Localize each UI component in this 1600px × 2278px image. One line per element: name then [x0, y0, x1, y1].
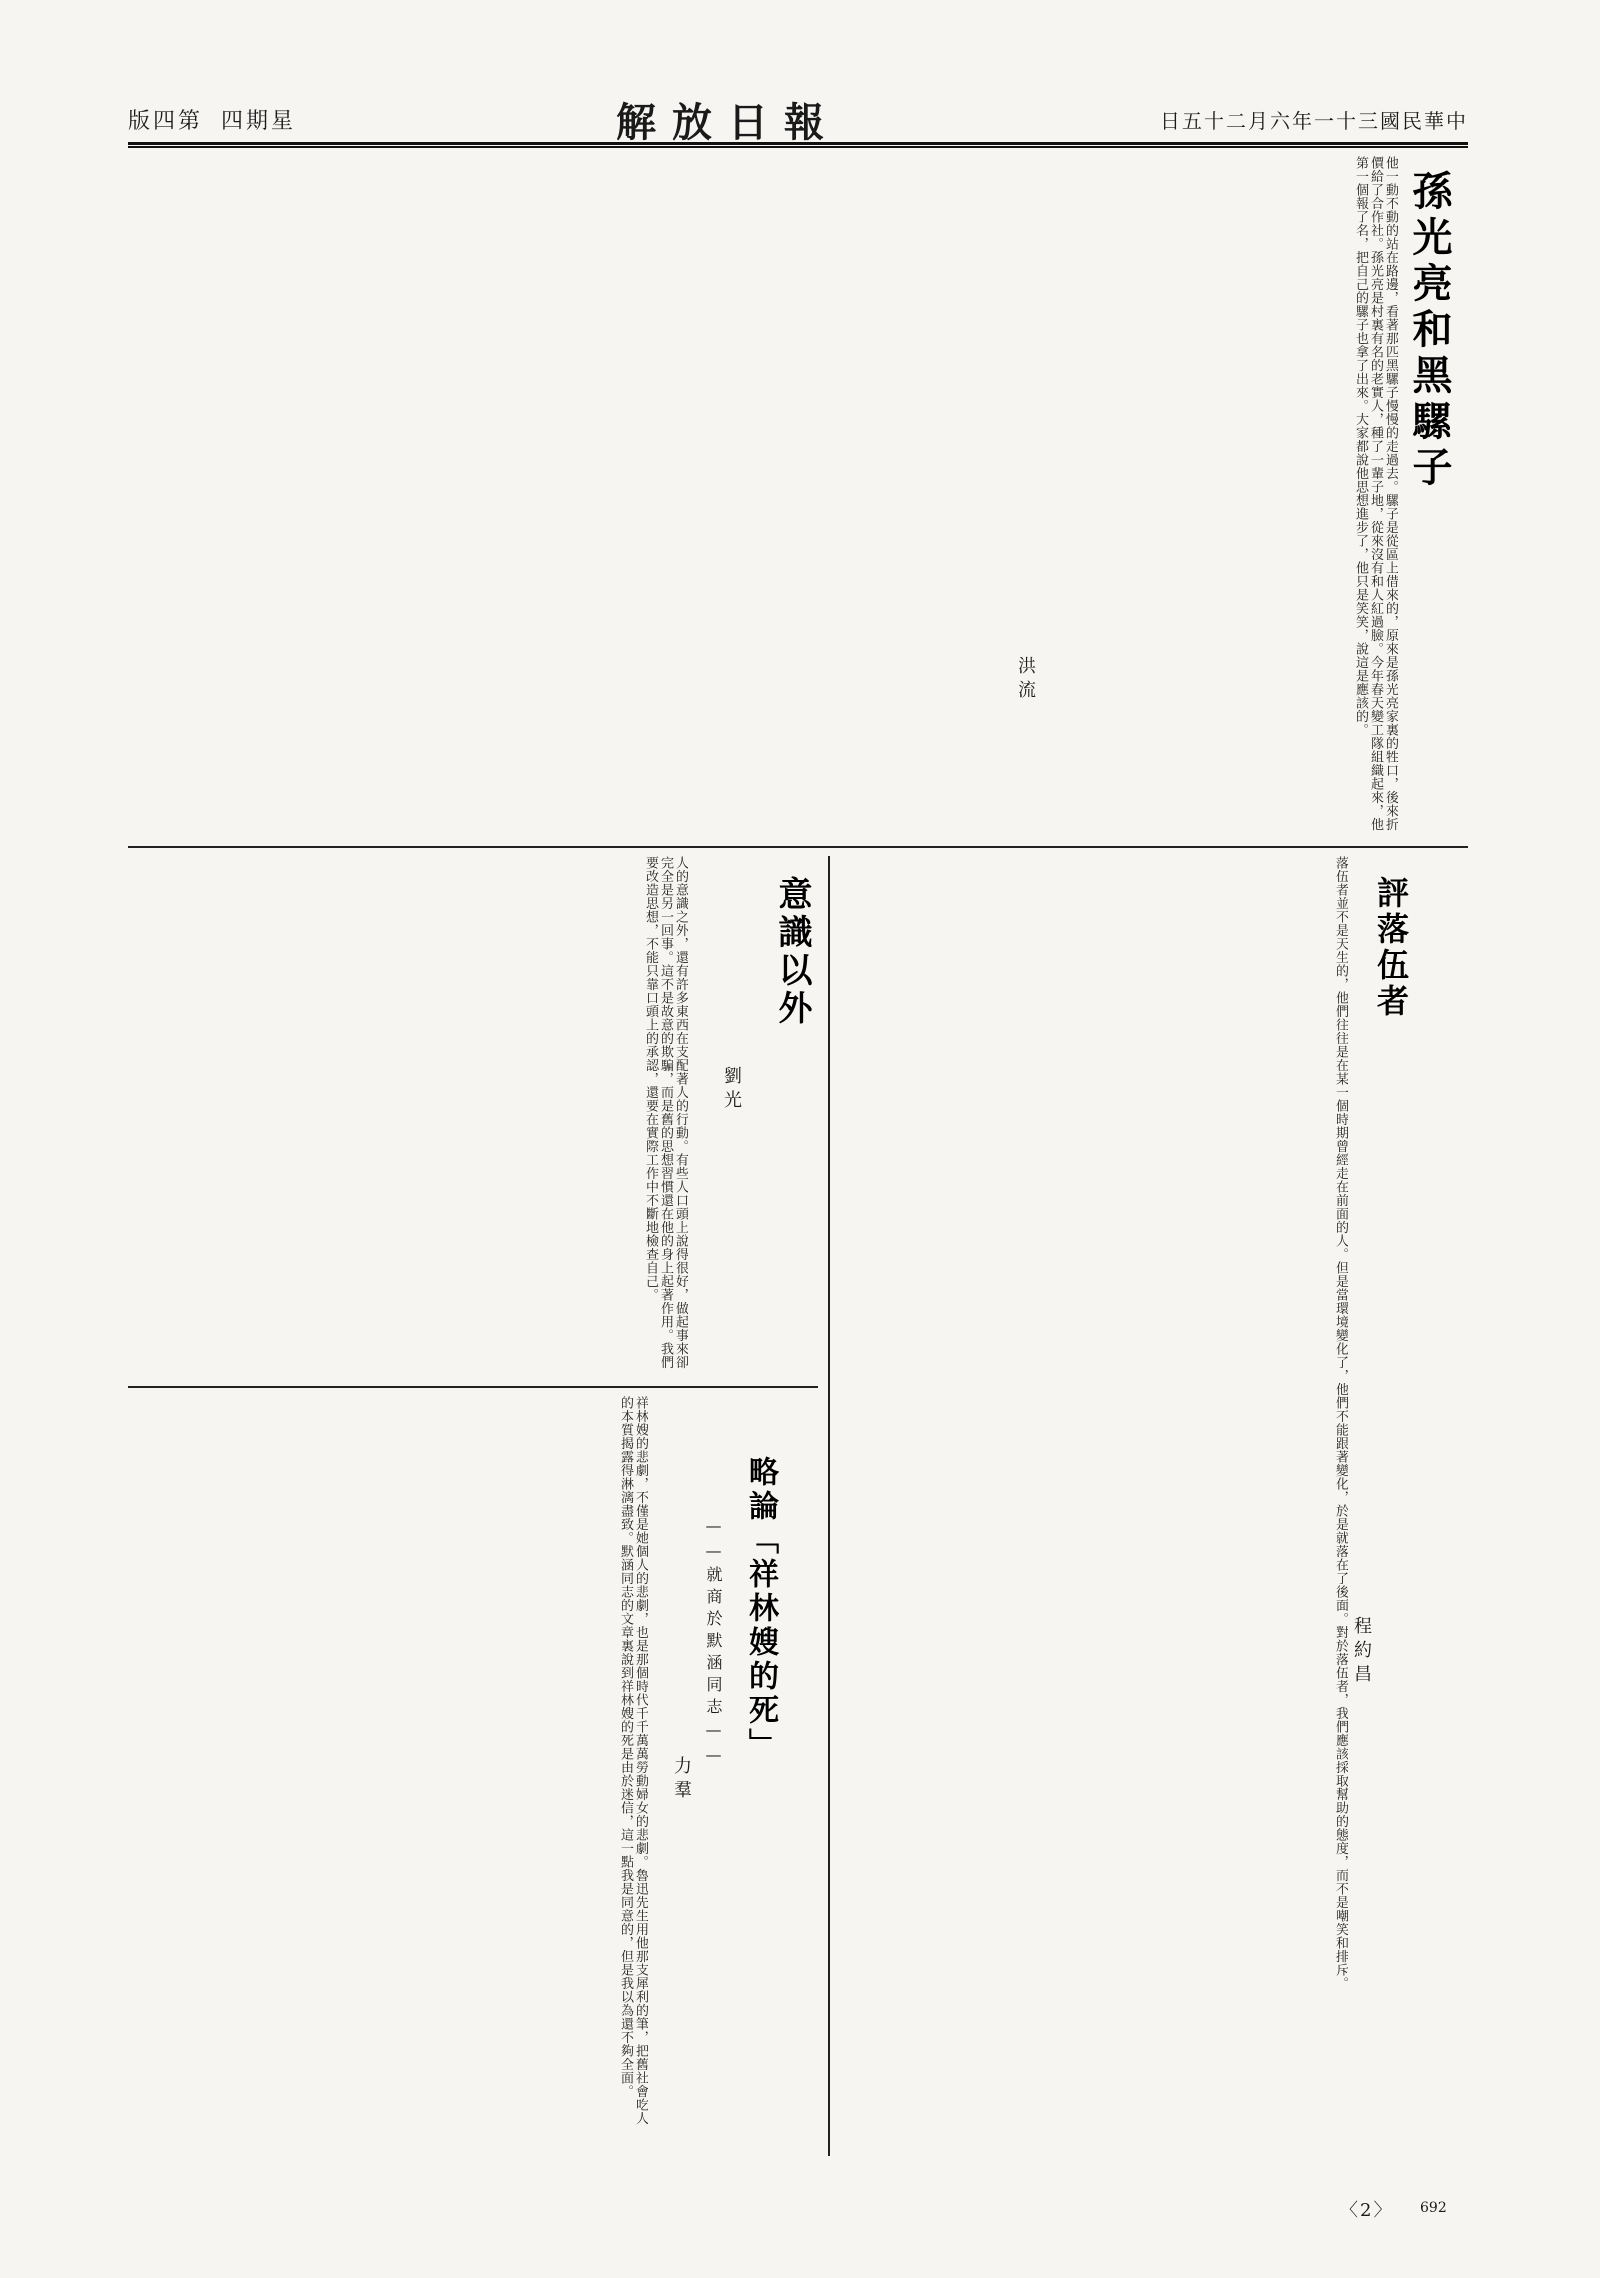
page-number: 〈2〉	[1340, 2200, 1394, 2221]
weekday-label: 四期星	[221, 108, 297, 134]
article-4-title: 略論「祥林嫂的死」	[743, 1456, 778, 1762]
article-1-author: 洪流	[1015, 656, 1036, 704]
page-label: 版四第	[128, 108, 204, 134]
divider-1	[128, 846, 1468, 848]
article-4-body: 祥林嫂的悲劇，不僅是她個人的悲劇，也是那個時代千千萬萬勞動婦女的悲劇。魯迅先生用他那支犀利的筆，把舊社會吃人的本質揭露得淋漓盡致。默涵同志的文章裏說到祥林嫂的死是由於迷信，這一點我是同意的，但是我以為還不夠全面。	[618, 1396, 648, 2125]
article-4-author: 力羣	[671, 1756, 692, 1804]
article-1-body: 他一動不動的站在路邊，看著那匹黑騾子慢慢的走過去。騾子是從區上借來的，原來是孫光亮家裏的牲口，後來折價給了合作社。孫光亮是村裏有名的老實人，種了一輩子地，從來沒有和人紅過臉。今年春天變工隊組織起來，他第一個報了名，把自己的騾子也拿了出來。大家都說他思想進步了，他只是笑笑，說這是應該的。	[1353, 156, 1398, 831]
divider-2	[128, 1386, 818, 1388]
masthead-rule	[128, 146, 1468, 148]
article-1-title: 孫光亮和黑騾子	[1406, 170, 1453, 492]
articles-area	[128, 156, 1468, 2166]
masthead	[128, 96, 1468, 145]
article-3-author: 程約昌	[1351, 1616, 1372, 1688]
article-2-author: 劉光	[721, 1066, 742, 1114]
article-4-subtitle: ——就商於默涵同志——	[704, 1516, 723, 1770]
article-2-title: 意識以外	[772, 876, 812, 1028]
masthead-left	[128, 104, 296, 135]
column-rule	[828, 856, 830, 2156]
article-3-title: 評落伍者	[1372, 876, 1410, 1020]
issue-date: 日五十二月六年一十三國民華中	[1160, 108, 1468, 133]
archive-page-number: 692	[1420, 2200, 1447, 2216]
paper-name: 解放日報	[616, 98, 841, 146]
article-2-body: 人的意識之外，還有許多東西在支配著人的行動。有些人口頭上說得很好，做起事來卻完全是另一回事。這不是故意的欺騙，而是舊的思想習慣還在他的身上起著作用。我們要改造思想，不能只靠口頭上的承認，還要在實際工作中不斷地檢查自己。	[643, 856, 688, 1369]
article-3-body: 落伍者並不是天生的，他們往往是在某一個時期曾經走在前面的人。但是當環境變化了，他們不能跟著變化，於是就落在了後面。對於落伍者，我們應該採取幫助的態度，而不是嘲笑和排斥。	[1333, 856, 1348, 1990]
